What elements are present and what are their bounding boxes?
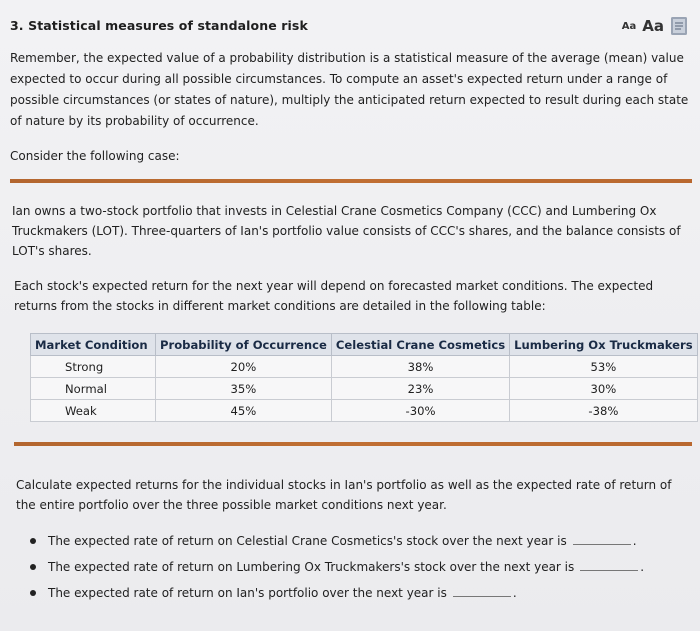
- answer-list: [30, 528, 670, 606]
- intro-paragraph: Remember, the expected value of a probability distribution is a statistical measure of the average (mean) value expected to occur during all possible circumstances. To compute an asset's expected return under a range of possible circumstances (or states of nature), multiply the anticipated return expected to result during each state of nature by its probability of occurrence.: [10, 51, 689, 128]
- cell-ccc-return: 23%: [331, 378, 509, 400]
- cell-lot-return: 53%: [510, 356, 698, 378]
- cell-condition: Normal: [31, 378, 156, 400]
- header-market-condition: Market Condition: [31, 334, 156, 356]
- calculate-instructions: Calculate expected returns for the individual stocks in Ian's portfolio as well as the expected rate of return of the entire portfolio over the three possible market conditions next year.: [16, 478, 672, 512]
- bullet-icon: [30, 564, 36, 570]
- case-paragraph-portfolio: Ian owns a two-stock portfolio that invests in Celestial Crane Cosmetics Company (CCC) and Lumbering Ox Truckmakers (LOT). Three-quarters of Ian's portfolio value consists of CCC's shares, and the balance consists of LOT's shares.: [12, 204, 681, 258]
- section-header: [10, 18, 690, 38]
- decrease-font-button[interactable]: Aa: [621, 20, 637, 32]
- list-item: The expected rate of return on Lumbering Ox Truckmakers's stock over the next year is .: [30, 554, 670, 580]
- section-title: 3. Statistical measures of standalone risk: [10, 18, 308, 33]
- cell-lot-return: -38%: [510, 400, 698, 422]
- question-portfolio-return: The expected rate of return on Ian's portfolio over the next year is: [48, 586, 447, 600]
- cell-lot-return: 30%: [510, 378, 698, 400]
- table-row: [31, 378, 698, 400]
- question-ccc-return: The expected rate of return on Celestial Crane Cosmetics's stock over the next year is: [48, 534, 567, 548]
- header-lot: Lumbering Ox Truckmakers: [510, 334, 698, 356]
- cell-probability: 20%: [156, 356, 332, 378]
- divider-bottom: [14, 442, 692, 446]
- consider-case-text: Consider the following case:: [10, 149, 180, 163]
- market-conditions-table: [30, 333, 698, 422]
- bullet-icon: [30, 590, 36, 596]
- bullet-icon: [30, 538, 36, 544]
- header-tools: [622, 15, 688, 37]
- list-item: The expected rate of return on Celestial Crane Cosmetics's stock over the next year is .: [30, 528, 670, 554]
- question-lot-return: The expected rate of return on Lumbering Ox Truckmakers's stock over the next year is: [48, 560, 575, 574]
- table-row: [31, 400, 698, 422]
- answer-blank-portfolio[interactable]: [453, 584, 511, 597]
- answer-blank-lot[interactable]: [580, 558, 638, 571]
- book-icon[interactable]: [670, 16, 688, 36]
- case-paragraph-returns: Each stock's expected return for the next year will depend on forecasted market conditions. The expected returns from the stocks in different market conditions are detailed in the following table:: [14, 279, 654, 313]
- cell-ccc-return: -30%: [331, 400, 509, 422]
- list-item: The expected rate of return on Ian's portfolio over the next year is .: [30, 580, 670, 606]
- increase-font-button[interactable]: Aa: [642, 17, 664, 35]
- cell-probability: 35%: [156, 378, 332, 400]
- table-row: [31, 356, 698, 378]
- cell-probability: 45%: [156, 400, 332, 422]
- header-ccc: Celestial Crane Cosmetics: [331, 334, 509, 356]
- cell-condition: Weak: [31, 400, 156, 422]
- divider-top: [10, 179, 692, 183]
- table-header-row: [31, 334, 698, 356]
- cell-ccc-return: 38%: [331, 356, 509, 378]
- header-probability: Probability of Occurrence: [156, 334, 332, 356]
- answer-blank-ccc[interactable]: [573, 532, 631, 545]
- cell-condition: Strong: [31, 356, 156, 378]
